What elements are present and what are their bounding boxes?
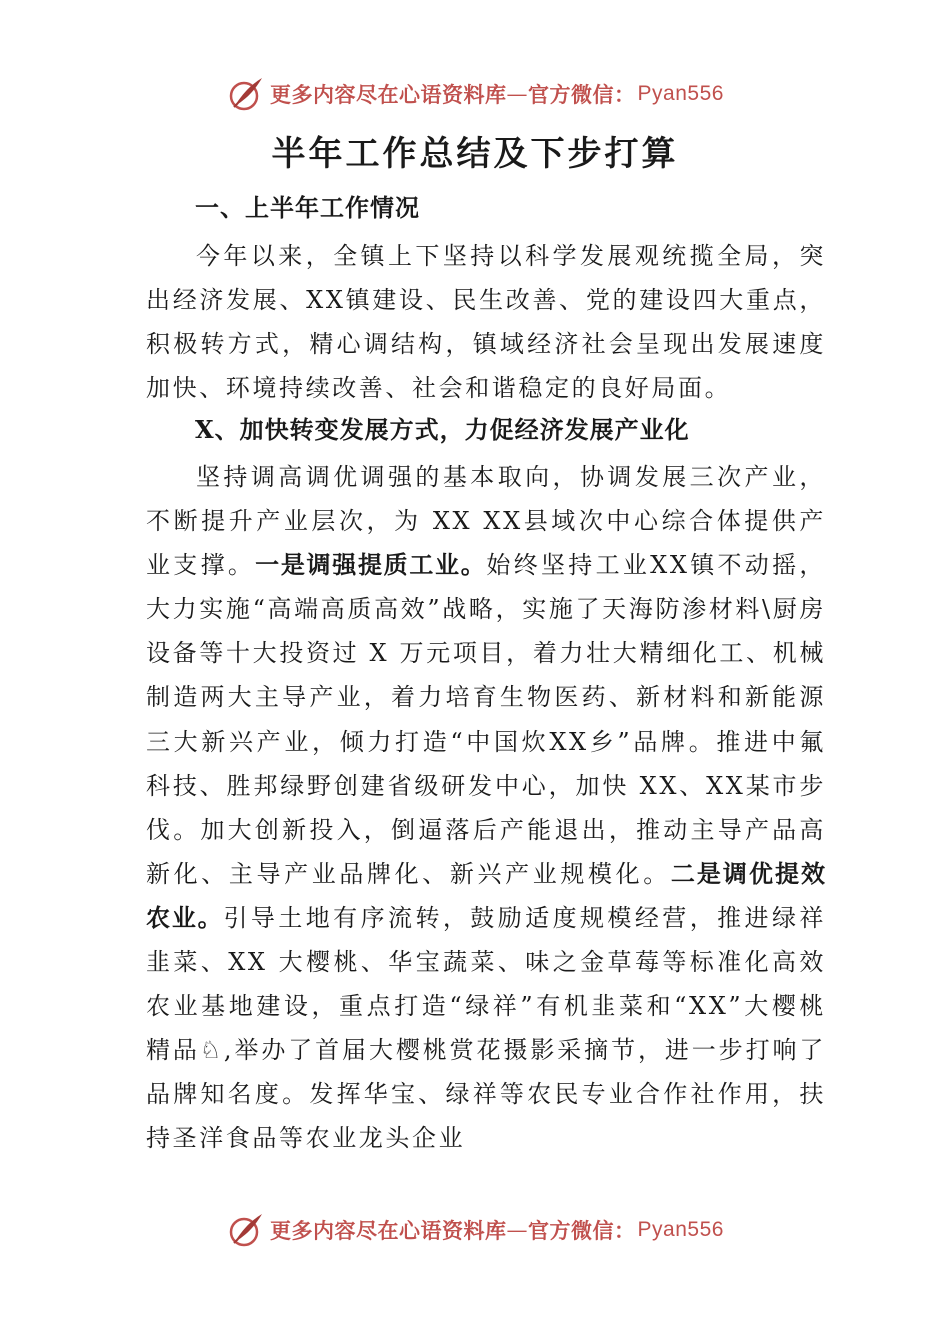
quill-pen-icon bbox=[226, 74, 266, 114]
section-heading: 一、上半年工作情况 bbox=[195, 194, 420, 222]
subsection-heading: X、加快转变发展方式，力促经济发展产业化 bbox=[195, 415, 690, 444]
paragraph-text: 坚持调高调优调强的基本取向，协调发展三次产业，不断提升产业层次，为 XX XX县域次中心综合体提供产业支撑。 bbox=[146, 463, 826, 580]
intro-paragraph: 今年以来，全镇上下坚持以科学发展观统揽全局，突出经济发展、XX镇建设、民生改善、党的建设四大重点，积极转方式，精心调结构，镇域经济社会呈现出发展速度加快、环境持续改善、社会和谐稳定的良好局面。 bbox=[146, 242, 826, 402]
banner-wechat-label: 官方微信： bbox=[528, 1218, 636, 1243]
footer-watermark-banner bbox=[0, 1206, 950, 1254]
header-watermark-banner bbox=[0, 70, 950, 118]
bold-lead-agriculture: 二是调优提效农业。 bbox=[146, 859, 826, 932]
banner-wechat-id: Pyan556 bbox=[637, 82, 724, 105]
banner-text: 更多内容尽在心语资料库 bbox=[270, 1218, 507, 1243]
body-paragraph bbox=[146, 455, 826, 1161]
banner-text: 更多内容尽在心语资料库 bbox=[270, 82, 507, 107]
banner-wechat-id: Pyan556 bbox=[637, 1218, 724, 1241]
page-title: 半年工作总结及下步打算 bbox=[271, 134, 679, 174]
bold-lead-industry: 一是调强提质工业。 bbox=[255, 551, 487, 580]
banner-dash: — bbox=[506, 1218, 529, 1242]
quill-pen-icon bbox=[226, 1210, 266, 1250]
banner-dash: — bbox=[506, 82, 529, 106]
paragraph-text: 引导土地有序流转，鼓励适度规模经营，推进绿祥韭菜、XX 大樱桃、华宝蔬菜、味之金草莓等标准化高效农业基地建设，重点打造“绿祥”有机韭菜和“XX”大樱桃精品♘,举办了首届大樱桃赏花摄影采摘节，进一步打响了品牌知名度。发挥华宝、绿祥等农民专业合作社作用，扶持圣洋食品等农业龙头企业 bbox=[146, 903, 827, 1153]
paragraph-text: 始终坚持工业XX镇不动摇，大力实施“高端高质高效”战略，实施了天海防渗材料\厨房设备等十大投资过 X 万元项目，着力壮大精细化工、机械制造两大主导产业，着力培育生物医药、新材料和新能源三大新兴产业，倾力打造“中国炊XX乡”品牌。推进中氟科技、胜邦绿野创建省级研发中心，加快 XX、XX某市步伐。加大创新投入，倒逼落后产能退出，推动主导产品高新化、主导产业品牌化、新兴产业规模化。 bbox=[146, 551, 826, 888]
banner-wechat-label: 官方微信： bbox=[528, 82, 636, 107]
